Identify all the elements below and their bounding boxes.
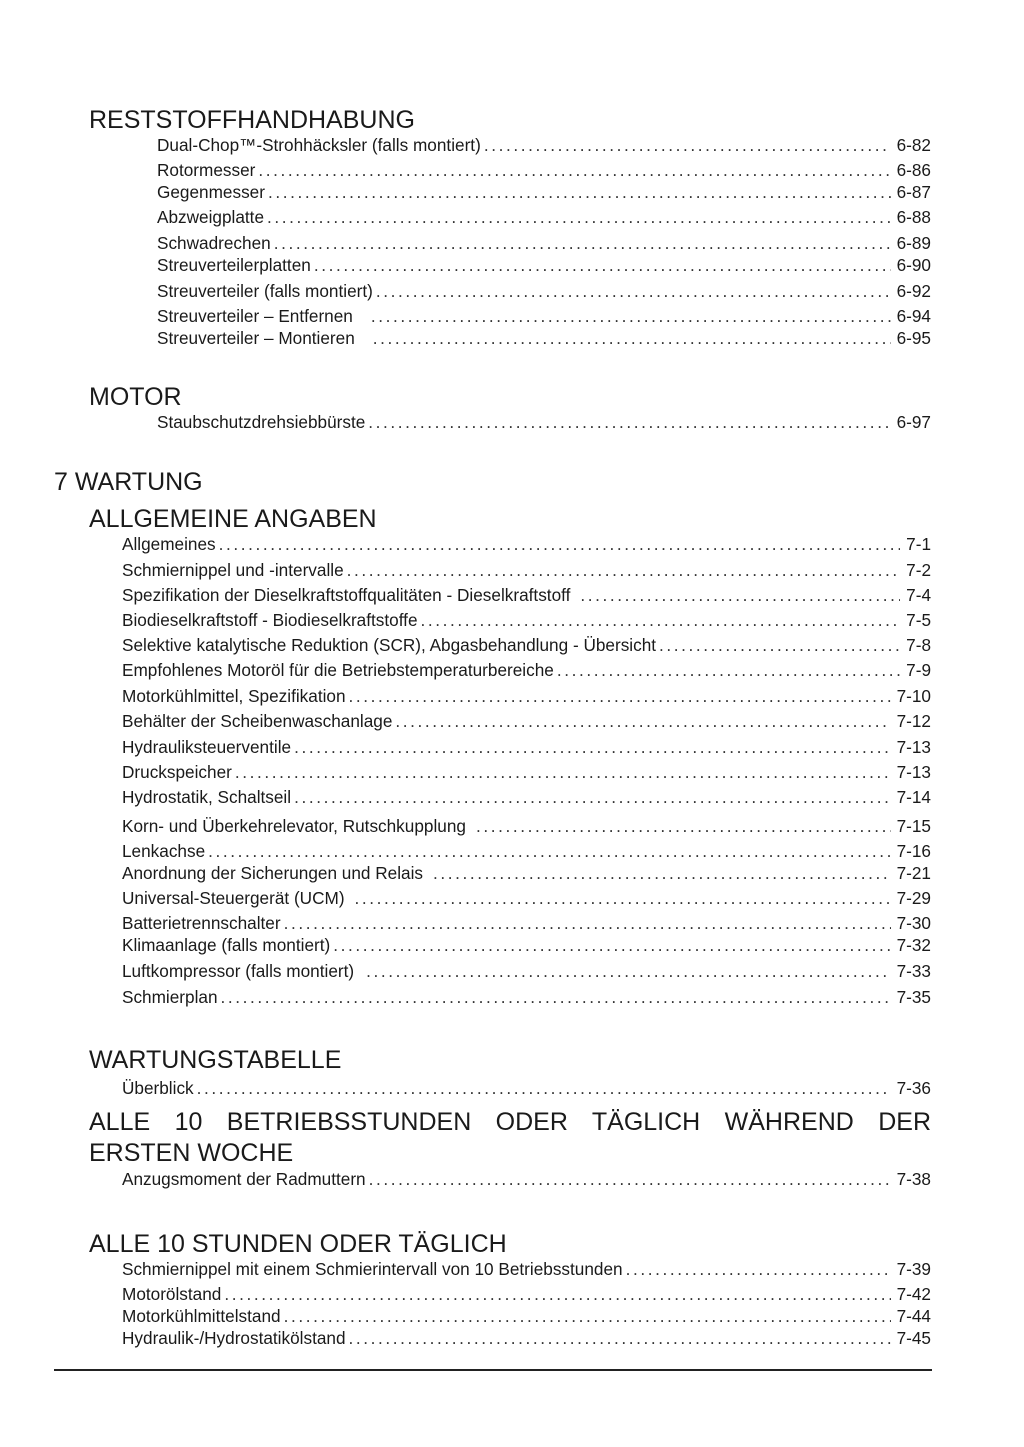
toc-entry[interactable] [157, 410, 931, 432]
toc-entry-title: Behälter der Scheibenwaschanlage [122, 711, 393, 731]
toc-entry-title: Hydrostatik, Schaltseil [122, 787, 292, 807]
toc-entry[interactable] [157, 158, 931, 180]
toc-entry-title: Druckspeicher [122, 762, 232, 782]
dot-leader [224, 1284, 890, 1304]
toc-entry-title: Hydrauliksteuerventile [122, 737, 292, 757]
toc-entry[interactable] [122, 608, 931, 630]
toc-entry-page: 7-42 [896, 1284, 931, 1304]
toc-entry-page: 7-44 [896, 1306, 931, 1326]
toc-entry-page: 7-5 [906, 610, 931, 630]
toc-entry[interactable] [122, 532, 931, 554]
dot-leader [347, 560, 901, 580]
toc-entry-page: 7-32 [896, 935, 931, 955]
toc-entry[interactable] [122, 760, 931, 782]
toc-entry-page: 6-89 [896, 233, 931, 253]
dot-leader [349, 686, 891, 706]
toc-entry-title: Abzweigplatte [157, 207, 265, 227]
toc-entry-title: Schmiernippel mit einem Schmierintervall von 10 Betriebsstunden [122, 1259, 623, 1279]
toc-entry[interactable] [157, 304, 931, 326]
toc-entry-title: Anzugsmoment der Radmuttern [122, 1169, 366, 1189]
toc-entry-title: Batterietrennschalter [122, 913, 281, 933]
toc-entry[interactable] [157, 205, 931, 227]
toc-entry-title: Überblick [122, 1078, 194, 1098]
dot-leader [355, 888, 891, 908]
dot-leader [294, 787, 891, 807]
toc-entry[interactable] [122, 558, 931, 580]
toc-entry[interactable] [157, 133, 931, 155]
toc-entry-page: 7-10 [896, 686, 931, 706]
toc-entry-page: 7-8 [906, 635, 931, 655]
toc-entry-page: 6-82 [896, 135, 931, 155]
section-heading-alle-10-betriebsstunden: ALLE 10 BETRIEBSSTUNDEN ODER TÄGLICH WÄHREND DER ERSTEN WOCHE [89, 1108, 931, 1167]
toc-entry-page: 6-87 [896, 182, 931, 202]
toc-entry-page: 7-14 [896, 787, 931, 807]
section-heading-allgemeine-angaben: ALLGEMEINE ANGABEN [89, 505, 377, 533]
toc-entry-page: 6-95 [896, 328, 931, 348]
toc-entry[interactable] [122, 985, 931, 1007]
toc-entry[interactable] [157, 231, 931, 253]
toc-entry-title: Allgemeines [122, 534, 216, 554]
toc-entry[interactable] [157, 326, 931, 348]
dot-leader [368, 412, 890, 432]
toc-entry[interactable] [122, 633, 931, 655]
toc-entry-page: 7-2 [906, 560, 931, 580]
toc-entry-page: 7-38 [896, 1169, 931, 1189]
toc-entry[interactable] [122, 785, 931, 807]
toc-entry-title: Schwadrechen [157, 233, 271, 253]
dot-leader [274, 233, 891, 253]
toc-entry-title: Streuverteilerplatten [157, 255, 311, 275]
toc-entry-title: Rotormesser [157, 160, 256, 180]
section-heading-wartungstabelle: WARTUNGSTABELLE [89, 1046, 342, 1074]
toc-entry-title: Anordnung der Sicherungen und Relais [122, 863, 423, 883]
dot-leader [294, 737, 891, 757]
dot-leader [349, 1328, 891, 1348]
toc-entry-title: Hydraulik-/Hydrostatikölstand [122, 1328, 346, 1348]
toc-entry-title: Schmiernippel und -intervalle [122, 560, 344, 580]
toc-entry-page: 6-94 [896, 306, 931, 326]
toc-entry-title: Klimaanlage (falls montiert) [122, 935, 331, 955]
chapter-heading: 7 WARTUNG [54, 468, 203, 496]
toc-entry-page: 7-16 [896, 841, 931, 861]
toc-entry-page: 7-13 [896, 762, 931, 782]
toc-entry[interactable] [122, 839, 931, 861]
dot-leader [267, 207, 891, 227]
section-heading-motor: MOTOR [89, 383, 182, 411]
toc-entry-title: Streuverteiler – Montieren [157, 328, 355, 348]
toc-entry[interactable] [122, 709, 931, 731]
toc-entry[interactable] [122, 911, 931, 933]
toc-entry-title: Empfohlenes Motoröl für die Betriebstemperaturbereiche [122, 660, 554, 680]
dot-leader [284, 913, 891, 933]
dot-leader [197, 1078, 891, 1098]
toc-entry[interactable] [157, 180, 931, 202]
toc-entry-title: Motorölstand [122, 1284, 222, 1304]
dot-leader [421, 610, 901, 630]
toc-entry-title: Korn- und Überkehrelevator, Rutschkupplung [122, 816, 466, 836]
dot-leader [371, 306, 891, 326]
toc-entry[interactable] [157, 253, 931, 275]
toc-entry-page: 7-33 [896, 961, 931, 981]
dot-leader [433, 863, 891, 883]
toc-entry[interactable] [122, 1282, 931, 1304]
toc-entry-title: Schmierplan [122, 987, 218, 1007]
footer-divider [54, 1369, 932, 1371]
toc-entry[interactable] [122, 1257, 931, 1279]
toc-entry-page: 7-35 [896, 987, 931, 1007]
dot-leader [366, 961, 890, 981]
toc-entry[interactable] [122, 583, 931, 605]
toc-entry-page: 6-90 [896, 255, 931, 275]
toc-entry-page: 7-12 [896, 711, 931, 731]
dot-leader [235, 762, 891, 782]
toc-entry-title: Spezifikation der Dieselkraftstoffqualitäten - Dieselkraftstoff [122, 585, 571, 605]
section-heading-alle-10-stunden: ALLE 10 STUNDEN ODER TÄGLICH [89, 1230, 507, 1258]
dot-leader [484, 135, 891, 155]
dot-leader [373, 328, 891, 348]
toc-entry-page: 6-88 [896, 207, 931, 227]
toc-entry[interactable] [122, 684, 931, 706]
dot-leader [369, 1169, 891, 1189]
toc-entry-title: Motorkühlmittel, Spezifikation [122, 686, 346, 706]
dot-leader [476, 816, 891, 836]
toc-entry-title: Streuverteiler (falls montiert) [157, 281, 373, 301]
dot-leader [580, 585, 900, 605]
toc-entry-title: Motorkühlmittelstand [122, 1306, 281, 1326]
toc-entry[interactable] [122, 933, 931, 955]
toc-entry-page: 7-39 [896, 1259, 931, 1279]
toc-entry-title: Dual-Chop™-Strohhäcksler (falls montiert) [157, 135, 481, 155]
dot-leader [208, 841, 890, 861]
toc-entry-page: 7-36 [896, 1078, 931, 1098]
dot-leader [219, 534, 901, 554]
toc-entry[interactable] [157, 279, 931, 301]
toc-entry-page: 7-45 [896, 1328, 931, 1348]
section-heading-reststoffhandhabung: RESTSTOFFHANDHABUNG [89, 106, 415, 134]
toc-entry[interactable] [122, 1326, 931, 1348]
dot-leader [659, 635, 900, 655]
toc-entry-page: 7-29 [896, 888, 931, 908]
dot-leader [376, 281, 891, 301]
toc-entry-title: Gegenmesser [157, 182, 265, 202]
toc-entry[interactable] [122, 1076, 931, 1098]
toc-entry-page: 7-15 [896, 816, 931, 836]
toc-entry[interactable] [122, 658, 931, 680]
toc-entry-page: 7-4 [906, 585, 931, 605]
dot-leader [268, 182, 891, 202]
toc-entry-title: Biodieselkraftstoff - Biodieselkraftstoffe [122, 610, 418, 630]
toc-entry-page: 6-86 [896, 160, 931, 180]
dot-leader [557, 660, 900, 680]
toc-entry-page: 7-13 [896, 737, 931, 757]
dot-leader [221, 987, 891, 1007]
dot-leader [333, 935, 890, 955]
toc-entry-page: 7-21 [896, 863, 931, 883]
dot-leader [258, 160, 890, 180]
toc-entry[interactable] [122, 1167, 931, 1189]
toc-entry[interactable] [122, 814, 931, 836]
toc-entry-page: 7-1 [906, 534, 931, 554]
toc-entry[interactable] [122, 735, 931, 757]
toc-entry[interactable] [122, 959, 931, 981]
dot-leader [284, 1306, 891, 1326]
toc-entry-title: Selektive katalytische Reduktion (SCR), Abgasbehandlung - Übersicht [122, 635, 657, 655]
toc-entry-page: 7-30 [896, 913, 931, 933]
toc-entry-page: 7-9 [906, 660, 931, 680]
toc-entry[interactable] [122, 861, 931, 883]
toc-entry-page: 6-92 [896, 281, 931, 301]
toc-entry-title: Universal-Steuergerät (UCM) [122, 888, 345, 908]
toc-entry-title: Lenkachse [122, 841, 206, 861]
toc-entry[interactable] [122, 1304, 931, 1326]
toc-entry-page: 6-97 [896, 412, 931, 432]
toc-entry-title: Streuverteiler – Entfernen [157, 306, 353, 326]
dot-leader [314, 255, 891, 275]
toc-entry-title: Luftkompressor (falls montiert) [122, 961, 355, 981]
dot-leader [626, 1259, 891, 1279]
toc-entry[interactable] [122, 886, 931, 908]
toc-entry-title: Staubschutzdrehsiebbürste [157, 412, 366, 432]
dot-leader [395, 711, 890, 731]
